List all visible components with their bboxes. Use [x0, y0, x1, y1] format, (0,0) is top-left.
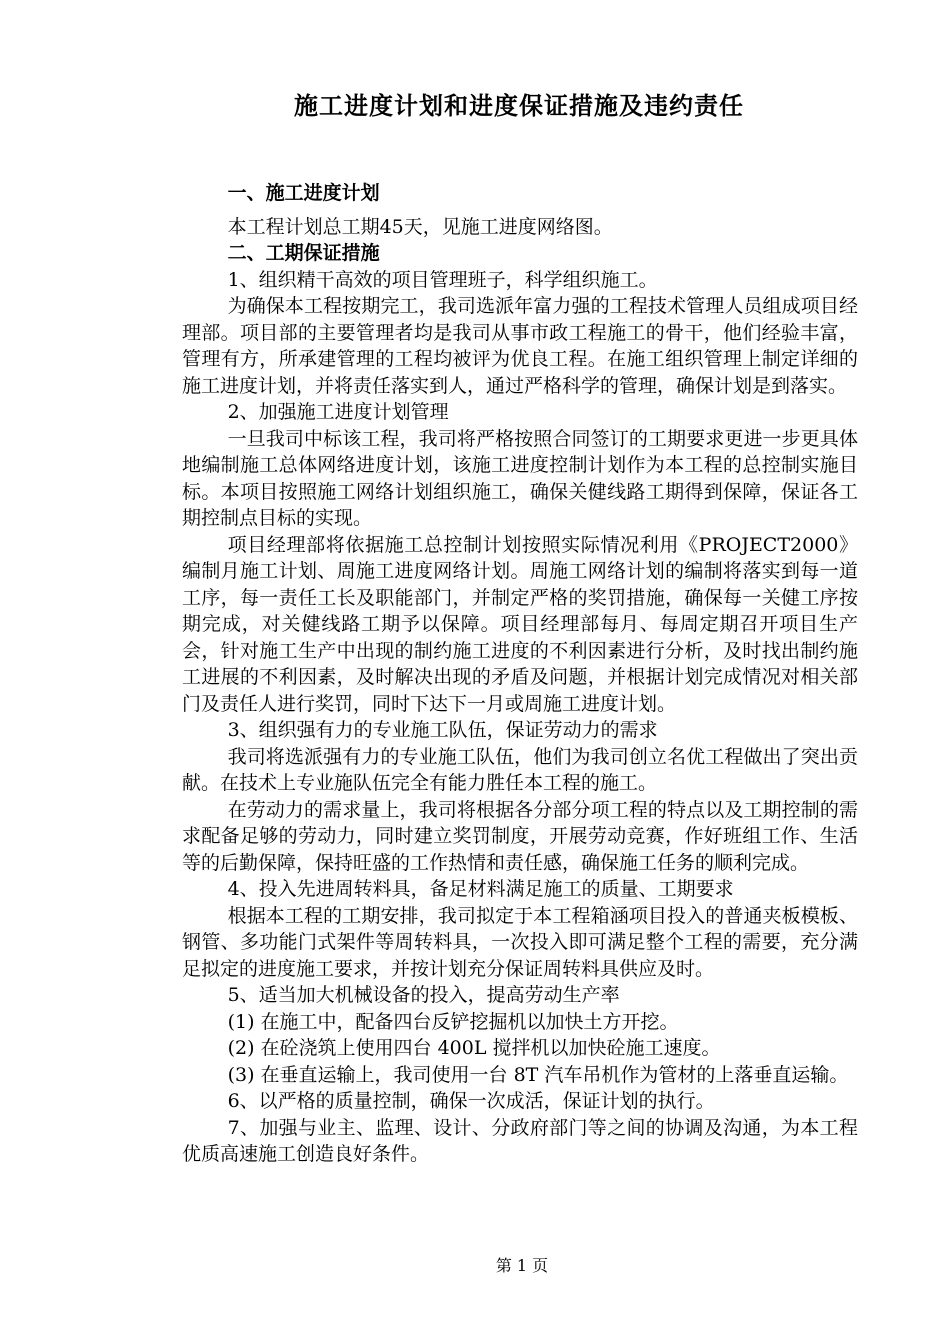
- item-paragraph-4: 根据本工程的工期安排，我司拟定于本工程箱涵项目投入的普通夹板模板、钢管、多功能门式架件等周转料具，一次投入即可满足整个工程的需要，充分满足拟定的进度施工要求，并按计划充分保证周转料具供应及时。: [182, 904, 858, 980]
- document-body: [182, 180, 858, 1168]
- item-paragraph-3b: 在劳动力的需求量上，我司将根据各分部分项工程的特点以及工期控制的需求配备足够的劳动力，同时建立奖罚制度，开展劳动竞赛，作好班组工作、生活等的后勤保障，保持旺盛的工作热情和责任感，确保施工任务的顺利完成。: [182, 798, 858, 874]
- item-heading-5: 5、适当加大机械设备的投入，提高劳动生产率: [227, 984, 620, 1006]
- item-heading-2: 2、加强施工进度计划管理: [227, 401, 449, 423]
- page-number: 第 1 页: [495, 1256, 549, 1275]
- item-heading-7: 7、加强与业主、监理、设计、分政府部门等之间的协调及沟通，为本工程优质高速施工创造良好条件。: [182, 1116, 858, 1165]
- item-heading-3: 3、组织强有力的专业施工队伍，保证劳动力的需求: [227, 719, 658, 741]
- item-heading-4: 4、投入先进周转料具，备足材料满足施工的质量、工期要求: [227, 878, 734, 900]
- section-heading-guarantee: 二、工期保证措施: [227, 242, 380, 264]
- item-sub-5-2: (2) 在砼浇筑上使用四台 400L 搅拌机以加快砼施工速度。: [227, 1037, 721, 1059]
- item-paragraph-3a: 我司将选派强有力的专业施工队伍，他们为我司创立名优工程做出了突出贡献。在技术上专业施队伍完全有能力胜任本工程的施工。: [182, 745, 858, 794]
- item-heading-1: 1、组织精干高效的项目管理班子，科学组织施工。: [227, 268, 658, 291]
- item-paragraph-2a: 一旦我司中标该工程，我司将严格按照合同签订的工期要求更进一步更具体地编制施工总体网络进度计划，该施工进度控制计划作为本工程的总控制实施目标。本项目按照施工网络计划组织施工，确保关健线路工期得到保障，保证各工期控制点目标的实现。: [182, 427, 858, 529]
- section-heading-schedule: 一、施工进度计划: [227, 182, 380, 204]
- item-sub-5-3: (3) 在垂直运输上，我司使用一台 8T 汽车吊机作为管材的上落垂直运输。: [227, 1063, 849, 1086]
- item-paragraph-2b: 项目经理部将依据施工总控制计划按照实际情况利用《PROJECT2000》编制月施工计划、周施工进度网络计划。周施工网络计划的编制将落实到每一道工序，每一责任工长及职能部门，并制定严格的奖罚措施，确保每一关健工序按期完成，对关健线路工期予以保障。项目经理部每月、每周定期召开项目生产会，针对施工生产中出现的制约施工进度的不利因素进行分析，及时找出制约施工进展的不利因素，及时解决出现的矛盾及问题，并根据计划完成情况对相关部门及责任人进行奖罚，同时下达下一月或周施工进度计划。: [182, 533, 858, 715]
- paragraph-total-period: 本工程计划总工期45天，见施工进度网络图。: [227, 215, 613, 238]
- item-heading-6: 6、以严格的质量控制，确保一次成活，保证计划的执行。: [227, 1090, 715, 1112]
- item-paragraph-1: 为确保本工程按期完工，我司选派年富力强的工程技术管理人员组成项目经理部。项目部的主要管理者均是我司从事市政工程施工的骨干，他们经验丰富，管理有方，所承建管理的工程均被评为优良工程。在施工组织管理上制定详细的施工进度计划，并将责任落实到人，通过严格科学的管理，确保计划是到落实。: [182, 295, 858, 397]
- document-title: 施工进度计划和进度保证措施及违约责任: [294, 91, 744, 120]
- item-sub-5-1: (1) 在施工中，配备四台反铲挖掘机以加快土方开挖。: [227, 1010, 679, 1033]
